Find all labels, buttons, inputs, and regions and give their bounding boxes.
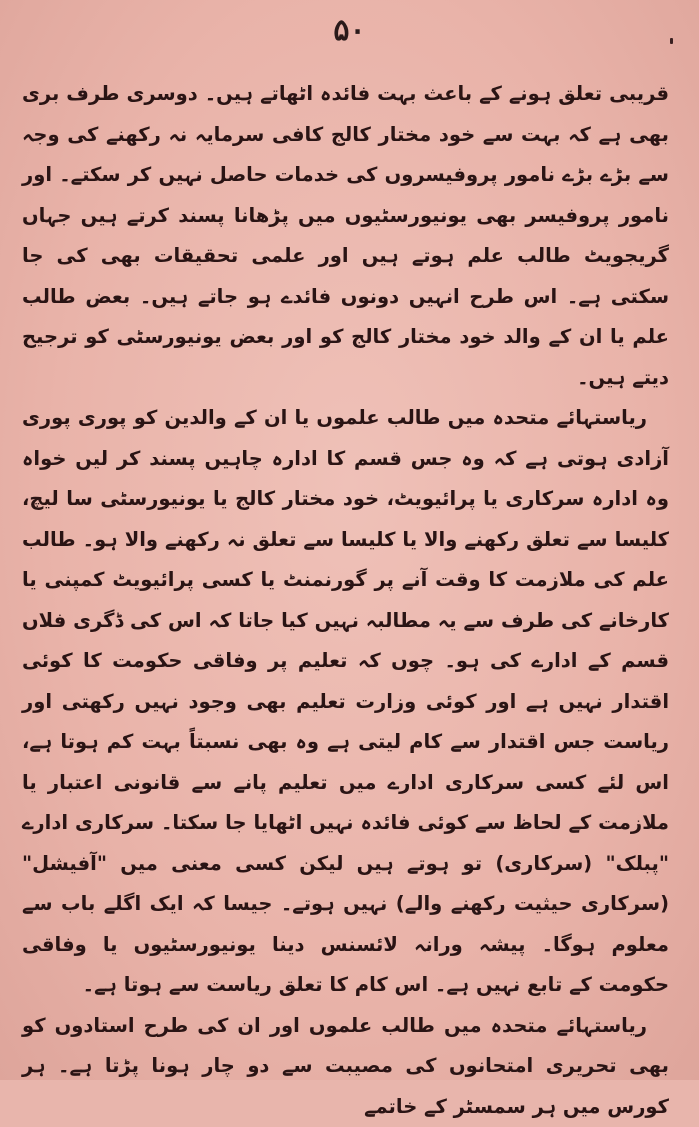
paragraph-2: ریاستہائے متحدہ میں طالب علموں یا ان کے والدین کو پوری پوری آزادی ہوتی ہے کہ وہ جس قسم کا ادارہ چاہیں پسند کر لیں خواہ وہ ادارہ سرکاری یا پرائیویٹ، خود مختار کالج یا یونیورسٹی سا لیچ، کلیسا سے تعلق رکھنے والا یا کلیسا سے تعلق نہ رکھنے والا ہو۔ طالب علم کی ملازمت کا وقت آنے پر گورنمنٹ یا کسی پرائیویٹ کمپنی یا کارخانے کی طرف سے یہ مطالبہ نہیں کیا جاتا کہ اس کی ڈگری فلاں قسم کے ادارے کی ہو۔ چوں کہ تعلیم پر وفاقی حکومت کا کوئی اقتدار نہیں ہے اور کوئی وزارت تعلیم بھی وجود نہیں رکھتی اور ریاست جس اقتدار سے کام لیتی ہے وہ بھی نسبتاً بہت کم ہوتا ہے، اس لئے کسی سرکاری ادارے میں تعلیم پانے سے قانونی اعتبار یا ملازمت کے لحاظ سے کوئی فائدہ نہیں اٹھایا جا سکتا۔ سرکاری ادارے "پبلک" (سرکاری) تو ہوتے ہیں لیکن کسی معنی میں "آفیشل" (سرکاری حیثیت رکھنے والے) نہیں ہوتے۔ جیسا کہ ایک اگلے باب سے معلوم ہوگا۔ پیشہ ورانہ لائسنس دینا یونیورسٹیوں یا وفاقی حکومت کے تابع نہیں ہے۔ اس کام کا تعلق ریاست سے ہوتا ہے۔: [22, 398, 669, 1006]
paragraph-1: قریبی تعلق ہونے کے باعث بہت فائدہ اٹھاتے ہیں۔ دوسری طرف بری بھی ہے کہ بہت سے خود مختار کالج کافی سرمایہ نہ رکھنے کی وجہ سے بڑے بڑے نامور پروفیسروں کی خدمات حاصل نہیں کر سکتے۔ اور نامور پروفیسر بھی یونیورسٹیوں میں پڑھانا پسند کرتے ہیں جہاں گریجویٹ طالب علم ہوتے ہیں اور علمی تحقیقات بھی کی جا سکتی ہے۔ اس طرح انہیں دونوں فائدے ہو جاتے ہیں۔ بعض طالب علم یا ان کے والد خود مختار کالج کو اور بعض یونیورسٹی کو ترجیح دیتے ہیں۔: [22, 74, 669, 398]
page-number: ۵۰: [0, 14, 699, 48]
page-body-text: [22, 74, 669, 1127]
paragraph-3: ریاستہائے متحدہ میں طالب علموں اور ان کی طرح استادوں کو بھی تحریری امتحانوں کی مصیبت سے دو چار ہونا پڑتا ہے۔ ہر کورس میں ہر سمسٹر کے خاتمے: [22, 1006, 669, 1127]
